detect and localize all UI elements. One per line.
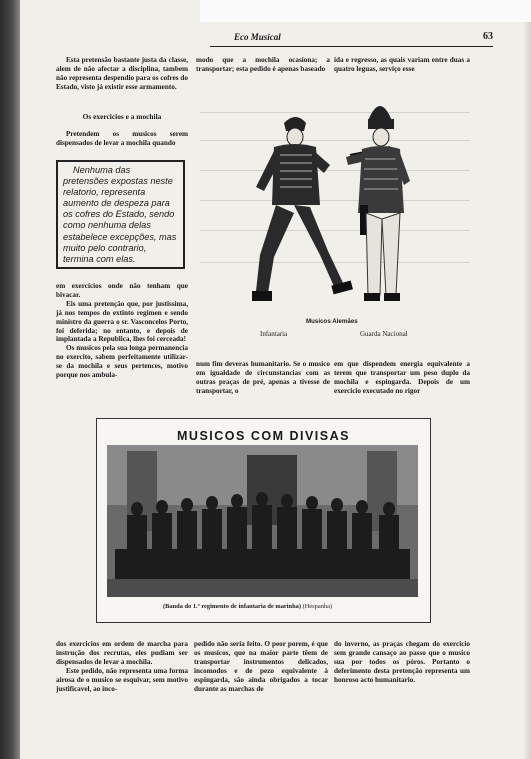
col1-top-text (56, 56, 188, 92)
paragraph: Pretendem os musicos serem dispensados de levar a mochila quando (56, 130, 188, 147)
col2-top-text: modo que a mochila ocasiona; a transportar; esta pedido é apenas baseado (196, 56, 330, 73)
page-edge (523, 0, 531, 759)
figure-caption-title: Musicos Alemães (306, 318, 358, 325)
page-number: 63 (483, 31, 493, 42)
infantry-musician-figure (252, 117, 353, 301)
musicians-illustration (240, 95, 450, 320)
header-title: Eco Musical (234, 32, 281, 42)
col3-top-text: ida e regresso, as quais variam entre duas a quatro leguas, serviço esse (334, 56, 470, 73)
figure-left-caption: Infantaria (260, 330, 288, 338)
running-header (210, 32, 493, 47)
torn-top-edge (200, 0, 531, 22)
band-photo-drawing (107, 445, 418, 597)
paragraph: Esta pretensão bastante justa da classe, alem de não afectar a disciplina, tambem não representa despendio para os cofres do Estado, visto já existir esse armamento. (56, 56, 188, 91)
col2-mid-text: num fim deveras humanitario. Se o musico em igualdade de circunstancias com as outras praças de pré, apenas a tivesse de transportar, o (196, 360, 330, 395)
band-photograph (107, 445, 418, 597)
binding-spine (0, 0, 20, 759)
boxed-quote (56, 160, 185, 269)
photo-caption (163, 603, 332, 610)
section-subheading: Os exercicios e a mochila (82, 112, 162, 121)
national-guard-musician-figure (346, 106, 410, 301)
photo-block-title: MUSICOS COM DIVISAS (177, 429, 350, 443)
bottom-col1-text (56, 640, 188, 693)
bottom-col3-text: do inverno, as praças chegam do exercicio sem grande cansaço ao passo que o musico sua por todos os póros. Portanto o deferimento desta pretenção representa um honroso acto humanitario. (334, 640, 470, 684)
photo-caption-place: (Hespanha) (302, 603, 333, 610)
col1-mid-text (56, 130, 188, 148)
bottom-col2-text: pedido não seria feito. O peor porem, é que os musicos, que na maior parte têem de transportar instrumentos delicados, incomodos e de pezo equivalente à espingarda, são ainda obrigados a tocar durante as marchas de (194, 640, 328, 693)
paragraph: Eis uma pretenção que, por justissima, já nos tempos do extinto regimen e sendo ministro da guerra o sr. Vasconcelos Porto, foi deferida; no entanto, e depois de implantada a Republica, lhes foi cerceada! (56, 299, 188, 344)
boxed-quote-text: Nenhuma das pretensões expostas neste relatorio, representa aumento de despeza para os cofres do Estado, sendo como nenhuma delas estabelece excepções, mas muito pelo contrario, termina com elas. (63, 165, 177, 264)
photo-block (96, 418, 431, 623)
paragraph: dos exercicios em ordem de marcha para instrução dos recrutas, eles pudiam ser dispensados de levar a mochila. (56, 640, 188, 666)
figure-right-caption: Guarda Nacional (360, 330, 408, 338)
col1-after-box-text (56, 282, 188, 380)
paragraph: Este pedido, não representa uma forma airosa de o musico se esquivar, sem motivo justificavel, ao inco- (56, 666, 188, 693)
paragraph: em exercicios onde não tenham que bivacar. (56, 282, 188, 299)
col3-mid-text: em que dispendem energia equivalente a terem que transportar um peso duplo da mochila e espingarda. Depois de um exercicio executado no rigor (334, 360, 470, 395)
photo-caption-bold: (Banda do 1.º regimento de infantaria de marinha) (163, 603, 301, 610)
paragraph: Os musicos pela sua longa permanencia no exercito, sabem perfeitamente utilizar-se da mochila e seus pertences, motivo porque nos ambula- (56, 344, 188, 380)
